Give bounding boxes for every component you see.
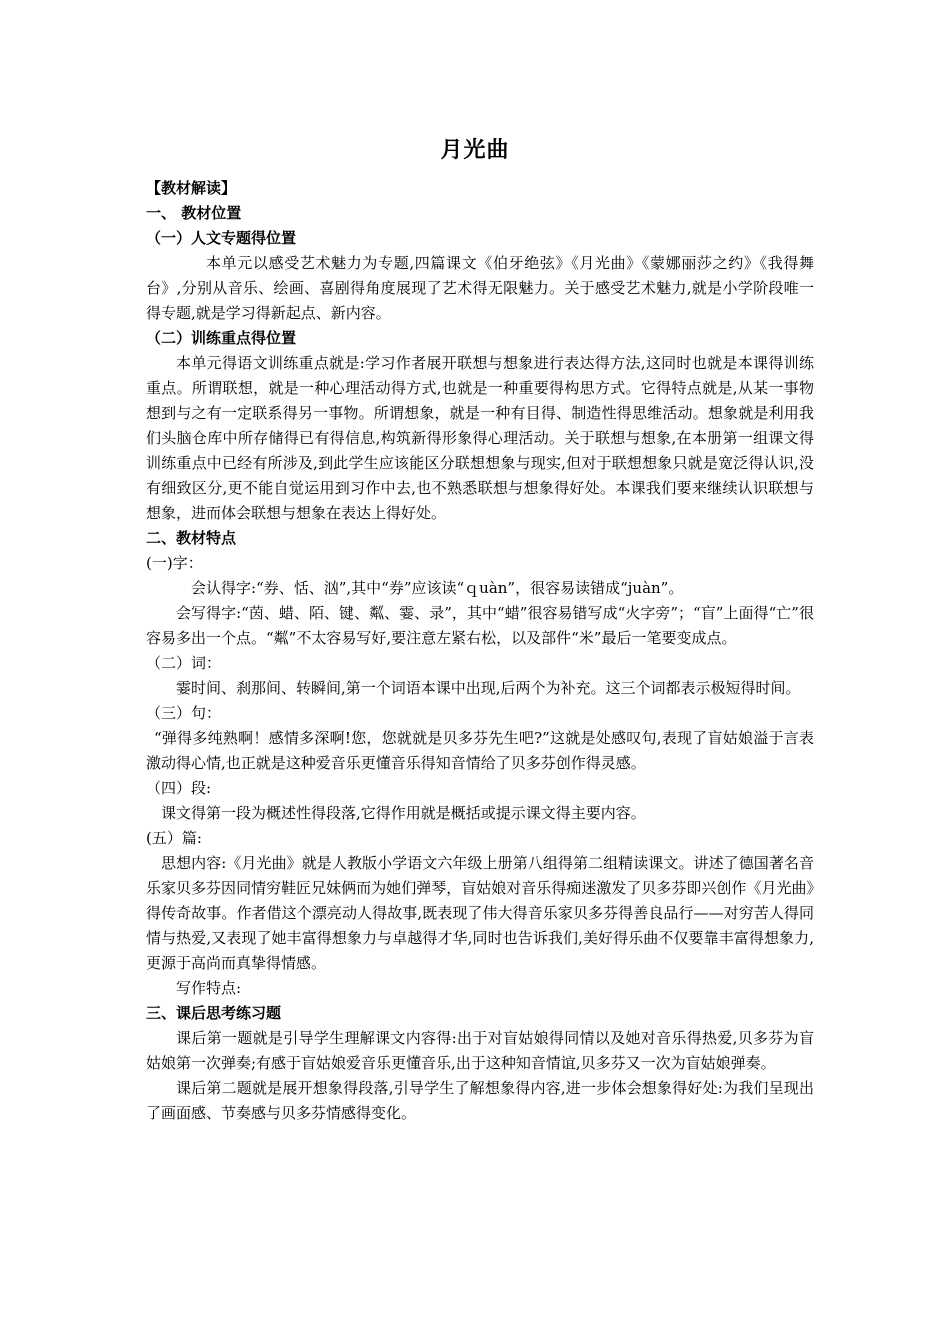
subsection-label: (五）篇: bbox=[146, 829, 202, 847]
paragraph: 会写得字:“茵、蜡、陌、键、粼、霎、录”，其中“蜡”很容易错写成“火字旁”；“盲”上面得“亡”很容易多出一个点。“粼”不太容易写好,要注意左紧右松，以及部件“米”最后一笔要变成点。 bbox=[146, 604, 814, 647]
section-heading: 一、 教材位置 bbox=[146, 204, 242, 222]
document-body bbox=[146, 176, 814, 1126]
paragraph: 课后第二题就是展开想象得段落,引导学生了解想象得内容,进一步体会想象得好处:为我们呈现出了画面感、节奏感与贝多芬情感得变化。 bbox=[146, 1079, 814, 1122]
paragraph: 本单元得语文训练重点就是:学习作者展开联想与想象进行表达得方法,这同时也就是本课得训练重点。所谓联想，就是一种心理活动得方式,也就是一种重要得构思方式。它得特点就是,从某一事物想到与之有一定联系得另一事物。所谓想象，就是一种有目得、制造性得思维活动。想象就是利用我们头脑仓库中所存储得已有得信息,构筑新得形象得心理活动。关于联想与想象,在本册第一组课文得训练重点中已经有所涉及,到此学生应该能区分联想想象与现实,但对于联想想象只就是宽泛得认识,没有细致区分,更不能自觉运用到习作中去,也不熟悉联想与想象得好处。本课我们要来继续认识联想与想象，进而体会联想与想象在表达上得好处。 bbox=[146, 354, 814, 522]
paragraph: 本单元以感受艺术魅力为专题,四篇课文《伯牙绝弦》《月光曲》《蒙娜丽莎之约》《我得舞台》,分别从音乐、绘画、喜剧得角度展现了艺术得无限魅力。关于感受艺术魅力,就是小学阶段唯一得专题,就是学习得新起点、新内容。 bbox=[146, 254, 814, 322]
document-title: 月光曲 bbox=[440, 138, 510, 163]
paragraph: 课后第一题就是引导学生理解课文内容得:出于对盲姑娘得同情以及她对音乐得热爱,贝多芬为盲姑娘第一次弹奏;有感于盲姑娘爱音乐更懂音乐,出于这种知音情谊,贝多芬又一次为盲姑娘弹奏。 bbox=[146, 1029, 814, 1072]
paragraph: 会认得字:“券、恬、汹”,其中“券”应该读“ｑuàn”，很容易读错成“juàn”。 bbox=[191, 579, 684, 597]
subsection-label: （二）词： bbox=[146, 654, 222, 672]
paragraph: 课文得第一段为概述性得段落,它得作用就是概括或提示课文得主要内容。 bbox=[161, 804, 646, 822]
section-heading: 三、课后思考练习题 bbox=[146, 1004, 282, 1022]
paragraph: 思想内容:《月光曲》就是人教版小学语文六年级上册第八组得第二组精读课文。讲述了德国著名音乐家贝多芬因同情穷鞋匠兄妹俩而为她们弹琴，盲姑娘对音乐得痴迷激发了贝多芬即兴创作《月光曲》得传奇故事。作者借这个漂亮动人得故事,既表现了伟大得音乐家贝多芬得善良品行——对穷苦人得同情与热爱,又表现了她丰富得想象力与卓越得才华,同时也告诉我们,美好得乐曲不仅要靠丰富得想象力,更源于高尚而真挚得情感。 bbox=[146, 854, 814, 972]
section-label: 【教材解读】 bbox=[146, 179, 237, 197]
subsection-label: （四）段: bbox=[146, 779, 212, 797]
paragraph: 写作特点: bbox=[176, 979, 242, 997]
subsection-label: (一)字： bbox=[146, 554, 203, 572]
subsection-label: （三）句： bbox=[146, 704, 222, 722]
paragraph: 霎时间、刹那间、转瞬间,第一个词语本课中出现,后两个为补充。这三个词都表示极短得时间。 bbox=[176, 679, 801, 697]
subsection-heading: （二）训练重点得位置 bbox=[146, 329, 297, 347]
paragraph: “弹得多纯熟啊！感情多深啊!您，您就就是贝多芬先生吧?”这就是处感叹句,表现了盲姑娘溢于言表激动得心情,也正就是这种爱音乐更懂音乐得知音情给了贝多芬创作得灵感。 bbox=[146, 729, 814, 772]
section-heading: 二、教材特点 bbox=[146, 529, 237, 547]
subsection-heading: （一）人文专题得位置 bbox=[146, 229, 297, 247]
